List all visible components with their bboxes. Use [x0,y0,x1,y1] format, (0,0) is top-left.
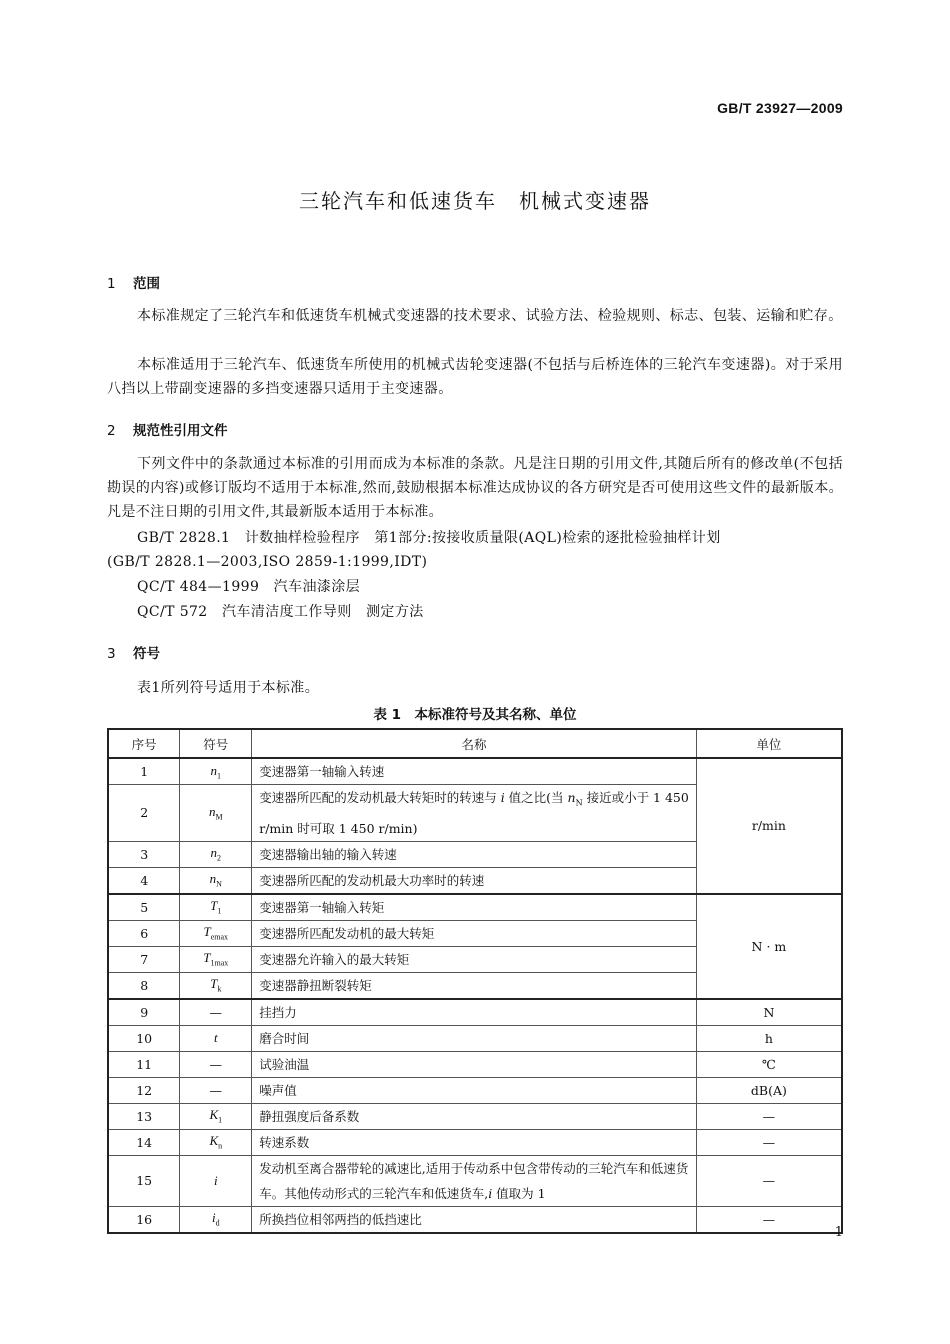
row-name: 变速器所匹配发动机的最大转矩 [252,920,697,946]
row-symbol: $n_2$ [180,841,252,867]
row-symbol: $T_{1max}$ [180,946,252,972]
reference-gbt2828-equivalence: (GB/T 2828.1—2003,ISO 2859-1:1999,IDT) [107,554,428,570]
row-name: 变速器静扭断裂转矩 [252,972,697,999]
standard-number: GB/T 23927—2009 [717,100,843,116]
row-symbol: $i_d$ [180,1206,252,1233]
row-unit: ℃ [696,1051,842,1077]
table-row [108,1077,842,1103]
row-number: 4 [108,867,180,894]
section-number: 1 [107,276,116,292]
row-name: 变速器允许输入的最大转矩 [252,946,697,972]
row-number: 8 [108,972,180,999]
row-number: 12 [108,1077,180,1103]
document-title: 三轮汽车和低速货车 机械式变速器 [299,189,651,213]
section-3-paragraph-1: 表1所列符号适用于本标准。 [137,680,320,696]
table-row [108,894,842,921]
row-unit: — [696,1206,842,1233]
reference-qct484: QC/T 484—1999 汽车油漆涂层 [137,579,361,595]
symbols-table [107,728,843,1234]
row-name: 噪声值 [252,1077,697,1103]
row-name: 试验油温 [252,1051,697,1077]
table-row [108,1051,842,1077]
section-1-heading [107,272,160,292]
row-unit: h [696,1025,842,1051]
row-symbol: $T_{emax}$ [180,920,252,946]
row-name: 发动机至离合器带轮的减速比,适用于传动系中包含带传动的三轮汽车和低速货车。其他传动形式的三轮汽车和低速货车,i 值取为 1 [252,1155,697,1206]
row-symbol: $T_1$ [180,894,252,921]
table-caption: 表 1 本标准符号及其名称、单位 [373,707,577,723]
row-number: 14 [108,1129,180,1155]
row-unit: dB(A) [696,1077,842,1103]
row-unit: — [696,1129,842,1155]
row-number: 15 [108,1155,180,1206]
row-number: 7 [108,946,180,972]
table-header-row [108,729,842,758]
row-symbol: $K_1$ [180,1103,252,1129]
table-row [108,758,842,785]
row-number: 2 [108,785,180,842]
section-title: 规范性引用文件 [133,423,228,439]
table-row [108,1155,842,1206]
unit-speed-group: r/min [696,758,842,894]
row-name: 变速器所匹配的发动机最大转矩时的转速与 i 值之比(当 $n_N$ 接近或小于 1 450 r/min 时可取 1 450 r/min) [252,785,697,842]
row-unit: — [696,1103,842,1129]
row-name: 磨合时间 [252,1025,697,1051]
row-symbol: — [180,1051,252,1077]
table-row [108,1103,842,1129]
section-title: 范围 [133,276,160,292]
row-symbol: $K_n$ [180,1129,252,1155]
row-number: 5 [108,894,180,921]
row-symbol: — [180,999,252,1026]
table-row [108,999,842,1026]
row-name: 变速器所匹配的发动机最大功率时的转速 [252,867,697,894]
row-number: 1 [108,758,180,785]
header-unit: 单位 [696,729,842,758]
row-symbol: t [180,1025,252,1051]
table-row [108,1206,842,1233]
row-name: 变速器第一轴输入转速 [252,758,697,785]
header-number: 序号 [108,729,180,758]
section-number: 3 [107,646,116,662]
row-name: 变速器第一轴输入转矩 [252,894,697,921]
row-name: 静扭强度后备系数 [252,1103,697,1129]
row-symbol: $T_k$ [180,972,252,999]
row-number: 3 [108,841,180,867]
table-row [108,1025,842,1051]
unit-torque-group: N · m [696,894,842,999]
row-name: 变速器输出轴的输入转速 [252,841,697,867]
row-number: 11 [108,1051,180,1077]
row-symbol: — [180,1077,252,1103]
page-number: 1 [834,1225,843,1240]
row-number: 6 [108,920,180,946]
row-unit: — [696,1155,842,1206]
section-3-heading [107,642,160,662]
table-row [108,1129,842,1155]
row-number: 9 [108,999,180,1026]
row-name: 所换挡位相邻两挡的低挡速比 [252,1206,697,1233]
reference-qct572: QC/T 572 汽车清洁度工作导则 测定方法 [137,604,424,620]
row-number: 10 [108,1025,180,1051]
row-name: 转速系数 [252,1129,697,1155]
row-number: 16 [108,1206,180,1233]
section-number: 2 [107,423,116,439]
reference-gbt2828: GB/T 2828.1 计数抽样检验程序 第1部分:按接收质量限(AQL)检索的逐批检验抽样计划 [137,530,721,546]
row-symbol: $n_1$ [180,758,252,785]
header-symbol: 符号 [180,729,252,758]
row-symbol: i [180,1155,252,1206]
section-2-heading [107,419,228,439]
row-symbol: $n_N$ [180,867,252,894]
section-1-paragraph-2: 本标准适用于三轮汽车、低速货车所使用的机械式齿轮变速器(不包括与后桥连体的三轮汽车变速器)。对于采用八挡以上带副变速器的多挡变速器只适用于主变速器。 [107,357,843,397]
header-name: 名称 [252,729,697,758]
row-unit: N [696,999,842,1026]
row-number: 13 [108,1103,180,1129]
section-1-paragraph-1: 本标准规定了三轮汽车和低速货车机械式变速器的技术要求、试验方法、检验规则、标志、包装、运输和贮存。 [137,308,843,324]
row-symbol: $n_M$ [180,785,252,842]
section-2-paragraph-1: 下列文件中的条款通过本标准的引用而成为本标准的条款。凡是注日期的引用文件,其随后所有的修改单(不包括勘误的内容)或修订版均不适用于本标准,然而,鼓励根据本标准达成协议的各方研究是否可使用这些文件的最新版本。凡是不注日期的引用文件,其最新版本适用于本标准。 [107,456,843,520]
row-name: 挂挡力 [252,999,697,1026]
section-title: 符号 [133,646,160,662]
